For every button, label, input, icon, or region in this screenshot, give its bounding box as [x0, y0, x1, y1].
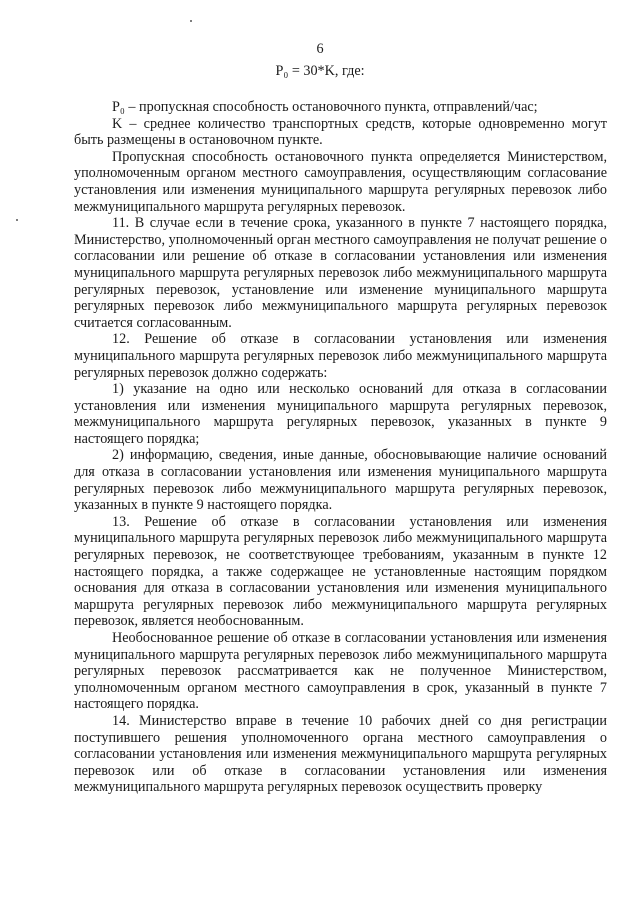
paragraph-clause-14: 14. Министерство вправе в течение 10 рабочих дней со дня регистрации поступившего решения уполномоченного органа местного самоуправления о согласовании установления или изменения межмуниципального маршрута регулярных перевозок или об отказе в согласовании установления или изменения межмуниципального маршрута регулярных перевозок осуществить проверку — [74, 712, 607, 796]
scan-speck — [16, 219, 18, 221]
paragraph-clause-12-item-1: 1) указание на одно или несколько оснований для отказа в согласовании установления или изменения муниципального маршрута регулярных перевозок, межмуниципального маршрута регулярных перевозок, указанных в пункте 9 настоящего порядка; — [74, 381, 607, 447]
paragraph-clause-12: 12. Решение об отказе в согласовании установления или изменения муниципального маршрута регулярных перевозок либо межмуниципального маршрута регулярных перевозок должно содержать: — [74, 331, 607, 381]
scan-speck — [190, 20, 192, 22]
paragraph-capacity: Пропускная способность остановочного пункта определяется Министерством, уполномоченным органом местного самоуправления, осуществляющим согласование установления или изменения муниципального маршрута регулярных перевозок либо межмуниципального маршрута регулярных перевозок. — [74, 148, 607, 215]
formula: P₀ = 30*K, где: — [275, 63, 365, 79]
paragraph-clause-11: 11. В случае если в течение срока, указанного в пункте 7 настоящего порядка, Министерство, уполномоченный орган местного самоуправления не получат решение о согласовании или решение об отказе в согласовании установления или изменения муниципального маршрута регулярных перевозок либо межмуниципального маршрута регулярных перевозок, установление или изменение муниципального маршрута регулярных перевозок либо межмуниципального маршрута регулярных перевозок считается согласованным. — [74, 215, 607, 331]
paragraph-p0-definition: P₀ – пропускная способность остановочного пункта, отправлений/час; — [112, 99, 538, 115]
paragraph-clause-13: 13. Решение об отказе в согласовании установления или изменения муниципального маршрута регулярных перевозок либо межмуниципального маршрута регулярных перевозок, не соответствующее требованиям, указанным в пункте 12 настоящего порядка, а также содержащее не установленные настоящим порядком основания для отказа в согласовании установления или изменения муниципального маршрута регулярных перевозок либо межмуниципального маршрута регулярных перевозок, является необоснованным. — [74, 513, 607, 630]
paragraph-clause-12-item-2: 2) информацию, сведения, иные данные, обосновывающие наличие оснований для отказа в согласовании установления или изменения муниципального маршрута регулярных перевозок либо межмуниципального маршрута регулярных перевозок, указанных в пункте 9 настоящего порядка. — [74, 447, 607, 514]
page-number: 6 — [316, 41, 324, 57]
document-body — [74, 99, 607, 796]
paragraph-unfounded-decision: Необоснованное решение об отказе в согласовании установления или изменения муниципального маршрута регулярных перевозок либо межмуниципального маршрута регулярных перевозок рассматривается как не полученное Министерством, уполномоченным органом местного самоуправления в срок, указанный в пункте 7 настоящего порядка. — [74, 630, 607, 713]
paragraph-k-definition: K – среднее количество транспортных средств, которые одновременно могут быть размещены в остановочном пункте. — [74, 115, 607, 149]
